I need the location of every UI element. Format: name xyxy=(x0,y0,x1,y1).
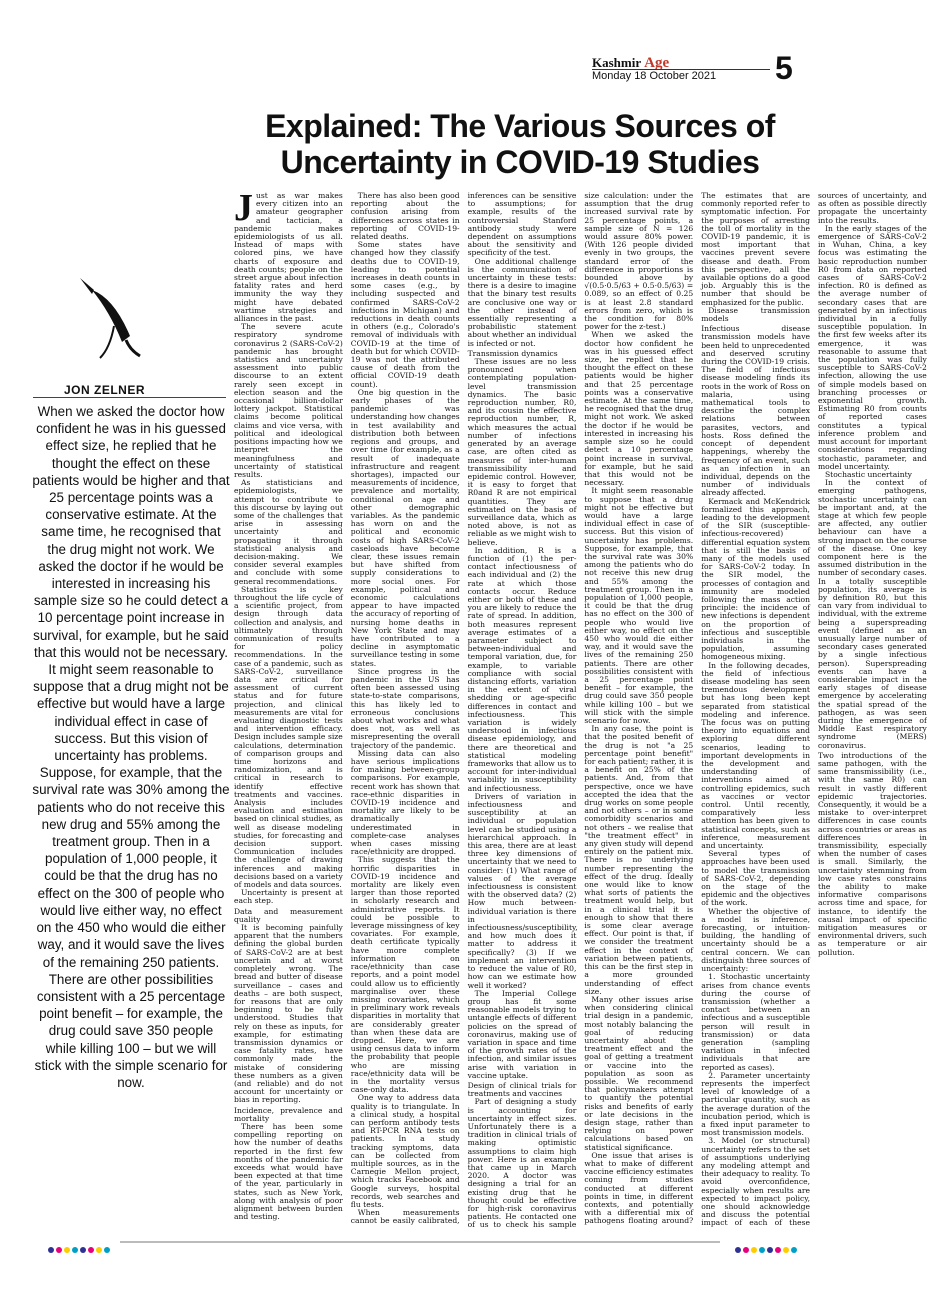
color-dot xyxy=(80,1247,86,1253)
article-paragraph: Several types of approaches have been used to model the transmission of SARS-CoV-2, depending on the stage of the epidemic and the objectives of the work. xyxy=(701,849,810,908)
color-dot xyxy=(751,1247,757,1253)
pull-quote: When we asked the doctor how confident he was in his guessed effect size, he replied that he thought the effect on these patients would be higher and that 25 percentage points was a conservative estimate. At the same time, he recognised that the drug might not work. We asked the doctor if he would be interested in increasing his sample size so he could detect a 10 percentage point increase in survival, for example, but he said that this would not be necessary. It might seem reasonable to suppose that a drug might not be effective but would have a large individual effect in case of success. But this vision of uncertainty has problems. Suppose, for example, that the survival rate was 30% among the patients who do not receive this new drug and 55% among the treatment group. Then in a population of 1,000 people, it could be that the drug has no effect on the 300 of people who would live either way, no effect on the 450 who would die either way, and it would save the lives of the remaining 250 patients. There are other possibilities consistent with a 25 percentage point benefit – for example, the drug could save 350 people while killing 100 – but we will stick with the simple scenario for now. xyxy=(32,404,230,1090)
article-paragraph: When we asked the doctor how confident he was in his guessed effect size, he replied that he thought the effect on these patients would be higher and that 25 percentage points was a conservative estimate. At the same time, he recognised that the drug might not work. We asked the doctor if he would be interested in increasing his sample size so he could detect a 10 percentage point increase in survival, for example, but he said that this would not be necessary. xyxy=(584,330,694,488)
article-paragraph: One additional challenge is the communication of uncertainty in these tests: there is a desire to imagine that the binary test results are conclusive one way or the other instead of essentially representing a probabilistic statement about whether an individual is infected or not. xyxy=(467,256,577,348)
drop-cap: J xyxy=(234,187,253,229)
newspaper-name: Kashmir Age xyxy=(592,55,670,71)
pen-icon xyxy=(70,268,150,372)
color-dot xyxy=(735,1247,741,1253)
color-dot xyxy=(72,1247,78,1253)
article-paragraph: 2. Parameter uncertainty represents the imperfect level of knowledge of a particular quantity, such as the average duration of the incubation period, which is a fixed input parameter to most transmission models. xyxy=(701,1070,810,1138)
section-subhead: Transmission dynamics xyxy=(467,348,558,358)
byline: JON ZELNER xyxy=(64,383,146,397)
article-paragraph: Disease transmission models xyxy=(701,305,810,324)
color-dot xyxy=(48,1247,54,1253)
article-paragraph: It is becoming painfully apparent that the numbers defining the global burden of SARS-CoV-2 are at best uncertain and at worst completely wrong. The bread and butter of disease surveillance – cases and deaths – are both suspect, for reasons that are only beginning to be fully understood. Studies that rely on these as inputs, for example, for estimating transmission dynamics or case fatality rates, have commonly made the mistake of considering these numbers as a given (and reliable) and do not account for uncertainty or bias in reporting. xyxy=(234,923,343,1105)
article-paragraph: Some states have changed how they classify deaths due to COVID-19, leading to potential increases in death counts in some cases (e.g., by including suspected and confirmed SARS-CoV-2 infections in Michigan) and reductions in death counts in others (e.g., Colorado's removal of individuals with COVID-19 at the time of death but for which COVID-19 was not the attributed cause of death from the official COVID-19 death count). xyxy=(350,240,460,389)
page-number: 5 xyxy=(775,50,793,86)
color-dot xyxy=(775,1247,781,1253)
article-paragraph: In the following decades, the field of infectious disease modeling has seen tremendous development but has long been kept separated from statistical modeling and inference. The focus was on putting theory into equations and exploring different scenarios, leading to important developments in the development and understanding of interventions aimed at controlling epidemics, such as vaccines or vector control. Until recently, comparatively less attention has been given to statistical concepts, such as inference, measurement and uncertainty. xyxy=(701,660,810,851)
article-paragraph: The severe acute respiratory syndrome coronavirus 2 (SARS-CoV-2) pandemic has brought statistics and uncertainty assessment into public discourse to an extent rarely seen except in election season and the occasional billion-dollar lottery jackpot. Statistical claims become political claims and vice versa, with political and ideological positions impacting how we interpret the meaningfulness and uncertainty of statistical results. xyxy=(234,322,343,479)
article-paragraph: Many other issues arise when considering clinical trial design in a pandemic, most notably balancing the goal of reducing uncertainty about the treatment effect and the goal of getting a treatment or vaccine into the population as soon as possible. We recommend that policymakers attempt to quantify the potential risks and benefits of early or late decisions in the design stage, rather than relying on power calculations based on statistical significance. xyxy=(584,994,694,1152)
color-dot xyxy=(743,1247,749,1253)
color-dot xyxy=(56,1247,62,1253)
article-paragraph: There has been some compelling reporting on how the number of deaths reported in the first few months of the pandemic far exceeds what would have been expected at that time of the year, particularly in states, such as New York, along with analysis of poor alignment between burden and testing. xyxy=(234,1121,343,1222)
article-paragraph: 1. Stochastic uncertainty arises from chance events during the course of transmission (whether a contact between an infectious and a susceptible person will result in transmission) or data generation (sampling variation in infected individuals that are reported as cases). xyxy=(701,972,810,1072)
section-subhead: Infectious disease transmission models have been held to unprecedented and deserved scrutiny during the COVID-19 crisis. The field of infectious disease modeling finds its roots in the work of Ross on malaria, using mathematical tools to describe the complex relations between parasites, vectors, and hosts. Ross defined the concept of dependent happenings, whereby the frequency of an event, such as an infection in an individual, depends on the number of individuals already affected. xyxy=(701,324,810,498)
color-dot xyxy=(783,1247,789,1253)
article-paragraph: In addition, R is a function of (1) the per-contact infectiousness of each individual and (2) the rate at which those contacts occur. Reduce either or both of these and you are likely to reduce the rate of spread. In addition, both measures represent average estimates of a parameter subject to between-individual and temporal variation, due, for example, to variable compliance with social distancing efforts, variation in the extent of viral shedding or age-specific differences in contact and infectiousness. This variation is widely understood in infectious disease epidemiology, and there are theoretical and statistical modeling frameworks that allow us to account for inter-individual variability in susceptibility and infectiousness. xyxy=(467,545,577,793)
article-paragraph: Since progress in the pandemic in the US has often been assessed using state-to-state comparisons, this has likely led to erroneous conclusions about what works and what does not, as well as misrepresenting the overall trajectory of the pandemic. xyxy=(350,666,460,750)
article-paragraph: 3. Model (or structural) uncertainty refers to the set of assumptions underlying any modeling attempt and their adequacy to reality. To avoid overconfidence, especially when results are expected to impact policy, one should acknowledge and discuss the potential impact of each of these sources of uncertainty, and as often as possible directly propagate the uncertainty into the results. xyxy=(701,191,927,1228)
article-body xyxy=(234,187,927,1232)
article-paragraph: In the early stages of the emergence of SARS-CoV-2 in Wuhan, China, a key focus was estimating the basic reproduction number R0 from data on reported cases of SARS-CoV-2 infection. R0 is defined as the average number of secondary cases that are generated by an infectious individual in a fully susceptible population. In the first few weeks after its emergence, it was reasonable to assume that the population was fully susceptible to SARS-CoV-2 infection, allowing the use of simple models based on branching processes or exponential growth. Estimating R0 from counts of reported cases constitutes a typical inference problem and must account for important considerations regarding stochastic, parameter, and model uncertainty. xyxy=(817,223,927,471)
article-paragraph: One issue that arises is what to make of different vaccine efficiency estimates coming from studies conducted at different points in time, in different contexts, and potentially with a differential mix of pathogens floating around? The estimates that are commonly reported refer to symptomatic infection. For the purposes of arresting the toll of mortality in the COVID-19 pandemic, it is most important that vaccines prevent severe disease and death. From this perspective, all the available options do a good job. Arguably this is the number that should be emphasized for the public. xyxy=(584,191,810,1226)
article-paragraph: Uncertainty is present at each step. xyxy=(234,888,343,906)
article-paragraph: Stochastic uncertainty xyxy=(824,469,912,479)
article-paragraph: Missing data can also have serious implications for making between-group comparisons. For example, recent work has shown that race-ethnic disparities in COVID-19 incidence and mortality are likely to be dramatically underestimated in complete-case analyses when cases missing race/ethnicity are dropped. xyxy=(350,748,460,857)
article-paragraph: Just as war makes every citizen into an amateur geographer and tactician, a pandemic makes epidemiologists of us all. Instead of maps with colored pins, we have charts of exposure and death counts; people on the street argue about infection fatality rates and herd immunity the way they might have debated wartime strategies and alliances in the past. xyxy=(234,187,343,324)
article-paragraph: Kermack and McKendrick formalized this approach, leading to the development of the SIR (susceptible-infectious-recovered) differential equation system that is still the basis of many of the models used for SARS-CoV-2 today. In the SIR model, the processes of contagion and immunity are modeled following the mass action principle: the incidence of new infections is dependent on the proportion of infectious and susceptible individuals in the population, assuming homogeneous mixing. xyxy=(701,496,810,662)
article-paragraph: These issues are no less pronounced when contemplating population-level transmission dynamics. The basic reproduction number, R0, and its cousin the effective reproduction number, R, which measures the actual number of infections generated by an average case, are often cited as measures of inter-human transmissibility and epidemic control. However, it is easy to forget that R0and R are not empirical quantities. They are estimated on the basis of surveillance data, which as noted above, is not as reliable as we might wish to believe. xyxy=(467,357,577,547)
article-paragraph: There has also been good reporting about the confusion arising from differences across states in reporting of COVID-19-related deaths. xyxy=(350,191,460,242)
article-paragraph: In any case, the point is that the posited benefit of the drug is not "a 25 percentage point benefit" for each patient; rather, it is a benefit on 25% of the patients. And, from that perspective, once we have accepted the idea that the drug works on some people and not others – or in some comorbidity scenarios and not others – we realise that "the treatment effect" in any given study will depend entirely on the patient mix. There is no underlying number representing the effect of the drug. Ideally one would like to know what sorts of patients the treatment would help, but in a clinical trial it is enough to show that there is some clear average effect. Our point is that, if we consider the treatment effect in the context of variation between patients, this can be the first step in a more grounded understanding of effect size. xyxy=(584,724,694,996)
article-paragraph: This suggests that the horrific disparities in COVID-19 incidence and mortality are likely even larger than those reported in scholarly research and administrative reports. It could be possible to leverage missingness of key covariates. For example, death certificate typically have more complete information on race/ethnicity than case reports, and a point model could allow us to efficiently marginalise over these missing covariates, which in preliminary work reveals disparities in mortality that are considerably greater than when these data are dropped. Here, we are using census data to inform the probability that people who are missing race/ethnicity data will be in the mortality versus case-only data. xyxy=(350,855,460,1095)
color-dot xyxy=(791,1247,797,1253)
byline-rule xyxy=(33,397,226,398)
footer-rule xyxy=(120,1241,720,1243)
article-paragraph: It might seem reasonable to suppose that a drug might not be effective but would have a large individual effect in case of success. But this vision of uncertainty has problems. Suppose, for example, that the survival rate was 30% among the patients who do not receive this new drug and 55% among the treatment group. Then in a population of 1,000 people, it could be that the drug has no effect on the 300 of people who would live either way, no effect on the 450 who would die either way, and it would save the lives of the remaining 250 patients. There are other possibilities consistent with a 25 percentage point benefit – for example, the drug could save 350 people while killing 100 – but we will stick with the simple scenario for now. xyxy=(584,486,694,725)
article-paragraph: Drivers of variation in infectiousness and susceptibility at an individual or population level can be studied using a hierarchical approach. In this area, there are at least three key dimensions of uncertainty that we need to consider: (1) What range of values of the average infectiousness is consistent with the observed data? (2) How much between-individual variation is there in infectiousness/susceptibility, and how much does it matter to address it specifically? (3) If we implement an intervention to reduce the value of R0, how can we estimate how well it worked? xyxy=(467,791,578,990)
article-paragraph: Whether the objective of a model is inference, forecasting, or intuition-building, the handling of uncertainty should be a central concern. We can distinguish three sources of uncertainty: xyxy=(701,906,810,974)
article-paragraph: In the context of emerging pathogens, stochastic uncertainty can be important and, at the stage at which few people are affected, any outlier behaviour can have a strong impact on the course of the disease. One key component here is the assumed distribution in the number of secondary cases. In a totally susceptible population, its average is by definition R0, but this can vary from individual to individual, with the extreme being a superspreading event (defined as an unusually large number of secondary cases generated by a single infectious person). Superspreading events can have a considerable impact in the early stages of disease emergence by accelerating the spatial spread of the pathogen, as was seen during the emergence of Middle East respiratory syndrome (MERS) coronavirus. xyxy=(817,478,927,750)
article-paragraph: Statistics is key throughout the life cycle of a scientific project, from design through data collection and analysis, and ultimately through communication of results for policy recommendations. In the case of a pandemic, such as SARS-CoV-2, surveillance data are critical for assessment of current status and for future projection, and clinical measurements are vital for evaluating diagnostic tests and intervention efficacy. Design includes sample size calculations, determination of comparison groups and time horizons and randomization, and is critical in research to identify effective treatments and vaccines. Analysis includes evaluation and estimation based on clinical studies, as well as disease modeling studies, for forecasting and decision support. Communication includes the challenge of drawing inferences and making decisions based on a variety of models and data sources. xyxy=(234,584,343,890)
section-subhead: Data and measurement quality xyxy=(234,906,343,924)
article-paragraph: One way to address data quality is to triangulate. In a clinical study, a hospital can perform antibody tests and RT-PCR RNA tests on patients. In a study tracking symptoms, data can be collected from multiple sources, as in the Carnegie Mellon project, which tracks Facebook and Google surveys, hospital records, web searches and flu tests. xyxy=(350,1093,460,1209)
color-dot xyxy=(759,1247,765,1253)
article-paragraph: As statisticians and epidemiologists, we attempt to contribute to this discourse by laying out some of the challenges that arise in assessing uncertainty and propagating it through statistical analysis and decision-making. We consider several examples and conclude with some general recommendations. xyxy=(234,478,343,586)
section-subhead: Design of clinical trials for treatments and vaccines xyxy=(467,1080,577,1099)
color-dot xyxy=(88,1247,94,1253)
color-dot xyxy=(767,1247,773,1253)
article-paragraph: Part of designing a study is accounting for uncertainty in effect sizes. Unfortunately there is a tradition in clinical trials of making optimistic assumptions to claim high power. Here is an example that came up in March 2020. A doctor was designing a trial for an existing drug that he thought could be effective for high-risk coronavirus patients. He contacted one of us to check his sample size calculation: under the assumption that the drug increased survival rate by 25 percentage points, a sample size of N = 126 would assure 80% power. (With 126 people divided evenly in two groups, the standard error of the difference in proportions is bounded above by √(0.5·0.5/63 + 0.5·0.5/63) = 0.089, so an effect of 0.25 is at least 2.8 standard errors from zero, which is the condition for 80% power for the z-test.) xyxy=(467,191,694,1230)
footer-dots-right xyxy=(735,1238,799,1248)
color-dot xyxy=(96,1247,102,1253)
article-paragraph: One big question in the early phases of the pandemic was understanding how changes in test availability and distribution both between regions and groups, and over time (for example, as a result of inadequate infrastructure and reagent shortages), impacted our measurements of incidence, prevalence and mortality, conditional on age and other demographic variables. As the pandemic has worn on and the political and economic costs of high SARS-CoV-2 caseloads have become clear, these issues remain but have shifted from supply considerations to more social ones. For example, political and economic calculations appear to have impacted the accuracy of reporting of nursing home deaths in New York State and may have contributed to a decline in asymptomatic surveillance testing in some states. xyxy=(350,387,460,668)
section-subhead: Incidence, prevalence and mortality xyxy=(234,1105,343,1123)
color-dot xyxy=(64,1247,70,1253)
section-subhead: Two introductions of the same pathogen, with the same transmissibility (i.e., with the same R0) can result in vastly different epidemic trajectories. Consequently, it would be a mistake to over-interpret differences in case counts across countries or areas as differences in transmissibility, especially when the number of cases is small. Similarly, the uncertainty stemming from low case rates constrains the ability to make informative comparisons across time and space, for instance, to identify the causal impact of specific mitigation measures or environmental drivers, such as temperature or air pollution. xyxy=(817,750,927,957)
footer-dots-left xyxy=(48,1238,112,1248)
color-dot xyxy=(104,1247,110,1253)
article-paragraph: The Imperial College group has fit some reasonable models trying to untangle effects of different policies on the spread of coronavirus, making use of variation in space and time of the growth rates of the infection, and similar issues arise with variation in vaccine uptake. xyxy=(467,988,577,1080)
headline: Explained: The Various Sources of Uncertainty in COVID-19 Studies xyxy=(265,108,775,180)
article-paragraph: When measurements cannot be easily calibrated, inferences can be sensitive to assumptions; for example, results of the controversial Stanford antibody study were dependent on assumptions about the sensitivity and specificity of the test. xyxy=(350,191,577,1226)
issue-date: Monday 18 October 2021 xyxy=(592,70,717,82)
